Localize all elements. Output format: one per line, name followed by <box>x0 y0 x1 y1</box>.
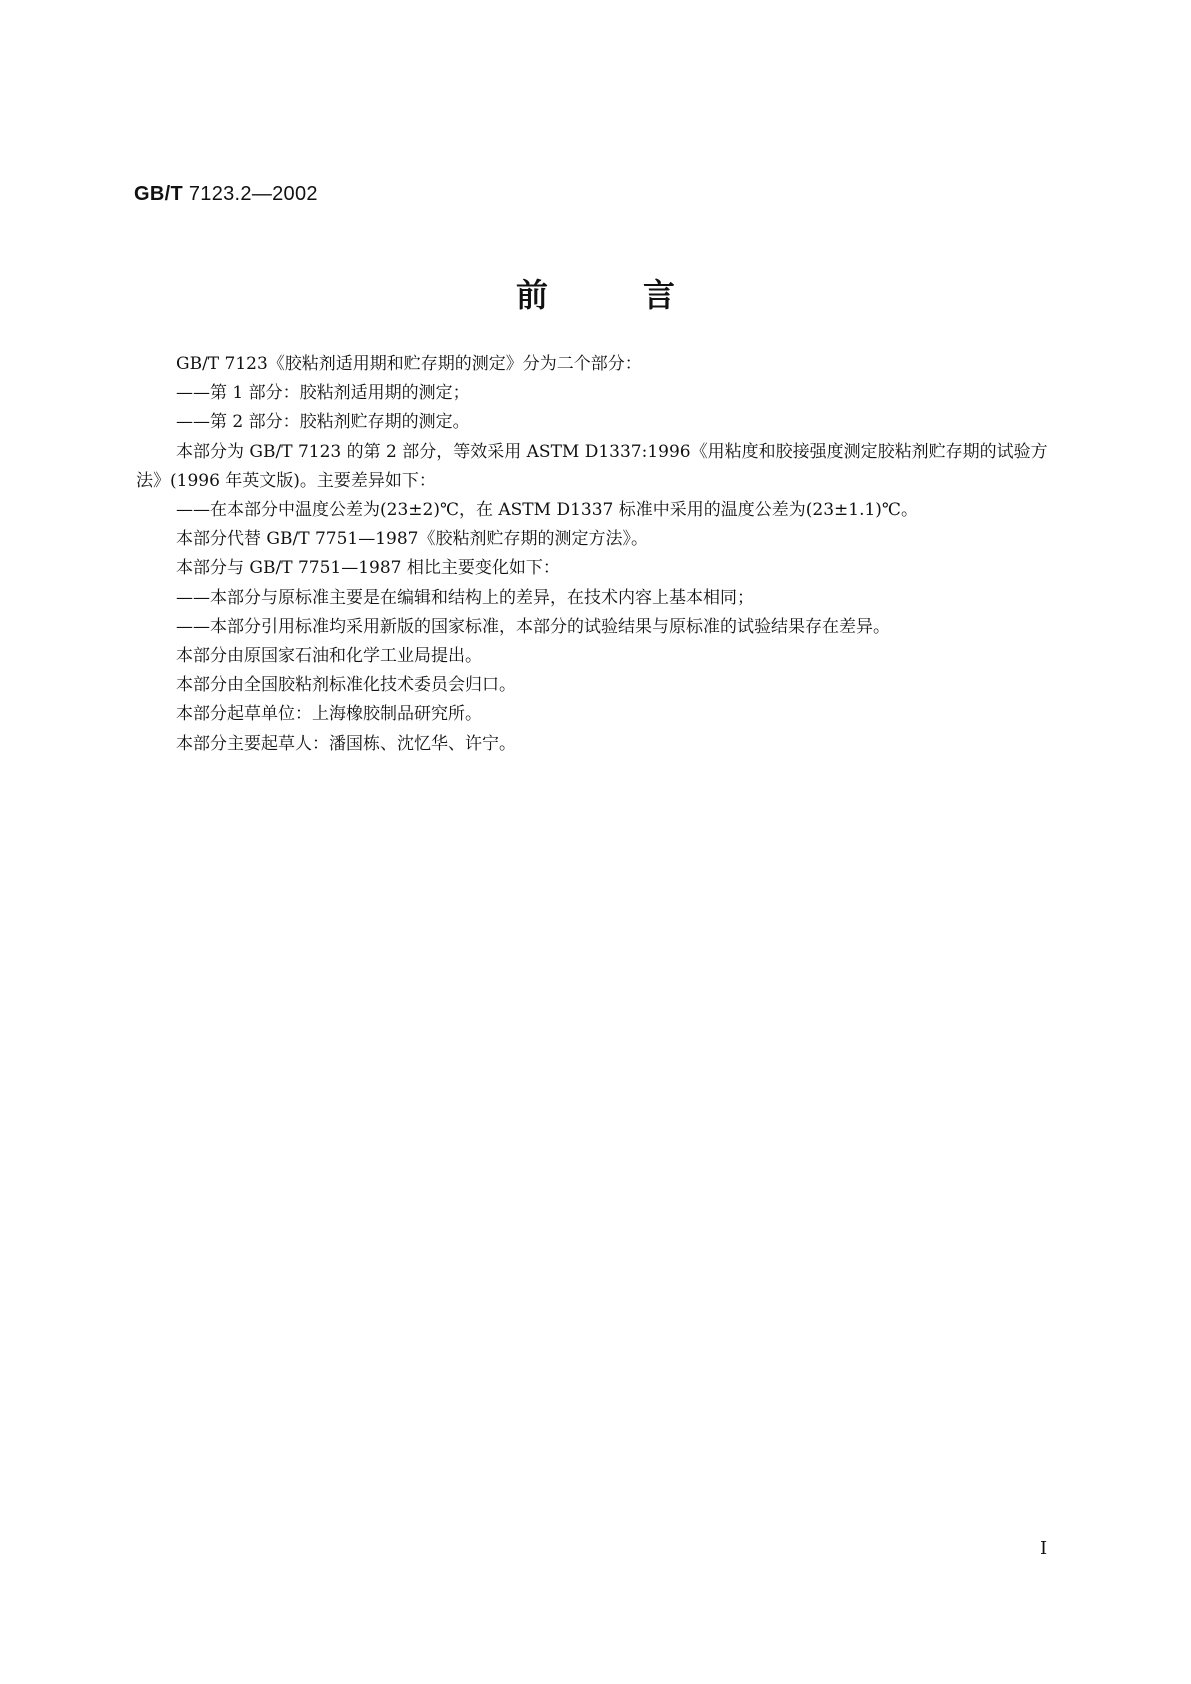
paragraph: 本部分起草单位：上海橡胶制品研究所。 <box>176 704 482 725</box>
paragraph: ——第 1 部分：胶粘剂适用期的测定； <box>176 383 470 404</box>
paragraph: ——第 2 部分：胶粘剂贮存期的测定。 <box>176 412 470 433</box>
paragraph: 本部分由全国胶粘剂标准化技术委员会归口。 <box>176 675 516 696</box>
paragraph: 本部分与 GB/T 7751—1987 相比主要变化如下： <box>176 558 560 579</box>
standard-prefix: GB/T <box>134 183 183 205</box>
paragraph: 本部分主要起草人：潘国栋、沈忆华、许宁。 <box>176 733 516 754</box>
paragraph: 本部分由原国家石油和化学工业局提出。 <box>176 646 482 667</box>
page-number: I <box>1040 1538 1048 1559</box>
paragraph: ——本部分引用标准均采用新版的国家标准，本部分的试验结果与原标准的试验结果存在差异。 <box>176 616 890 637</box>
standard-number: 7123.2—2002 <box>188 183 318 205</box>
page-title: 前言 <box>515 276 770 314</box>
paragraph: ——在本部分中温度公差为(23±2)℃，在 ASTM D1337 标准中采用的温度公差为(23±1.1)℃。 <box>176 500 918 521</box>
document-header <box>134 183 318 206</box>
foreword-body <box>136 350 1056 759</box>
paragraph: GB/T 7123《胶粘剂适用期和贮存期的测定》分为二个部分： <box>176 354 642 374</box>
paragraph: ——本部分与原标准主要是在编辑和结构上的差异，在技术内容上基本相同； <box>176 587 754 608</box>
paragraph: 本部分为 GB/T 7123 的第 2 部分，等效采用 ASTM D1337:1996《用粘度和胶接强度测定胶粘剂贮存期的试验方法》(1996 年英文版)。主要差异如下： <box>136 441 1048 491</box>
paragraph: 本部分代替 GB/T 7751—1987《胶粘剂贮存期的测定方法》。 <box>176 529 648 550</box>
